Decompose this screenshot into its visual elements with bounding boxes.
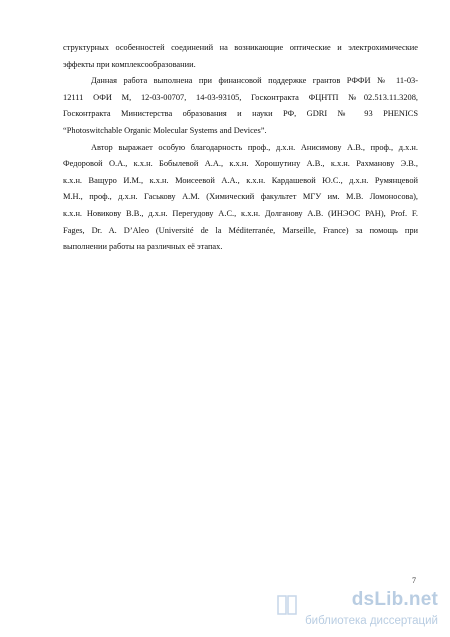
- text-line: Госконтракта Министерства образования и науки РФ, GDRI № 93 PHENICS: [63, 109, 418, 119]
- paragraph-first-line: Данная работа выполнена при финансовой поддержке грантов РФФИ № 11-03-: [91, 76, 418, 86]
- text-line: Федоровой О.А., к.х.н. Бобылевой А.А., к.х.н. Хорошутину А.В., к.х.н. Рахманову Э.В.,: [63, 159, 418, 169]
- watermark-subtitle: библиотека диссертаций: [305, 615, 438, 627]
- text-line: “Photoswitchable Organic Molecular Systems and Devices”.: [63, 125, 267, 135]
- text-line: 12111 ОФИ М, 12-03-00707, 14-03-93105, Госконтракта ФЦНТП №02.513.11.3208,: [63, 92, 418, 102]
- watermark-logo: dsLib.net: [351, 589, 438, 610]
- book-icon: [276, 593, 298, 617]
- watermark: [270, 589, 438, 627]
- text-line: структурных особенностей соединений на возникающие оптические и электрохимические: [63, 43, 418, 52]
- text-line: выполнении работы на различных её этапах.: [63, 242, 223, 252]
- text-line: к.х.н. Новикову В.В., д.х.н. Перегудову А.С., к.х.н. Долганову А.В. (ИНЭОС РАН), Prof. F.: [63, 208, 418, 218]
- text-line: к.х.н. Ващуро И.М., к.х.н. Моисеевой А.А., к.х.н. Кардашевой Ю.С., д.х.н. Румянцевой: [63, 175, 418, 185]
- text-line: эффекты при комплексообразовании.: [63, 59, 196, 69]
- text-line: М.Н., проф., д.х.н. Гаськову А.М. (Химический факультет МГУ им. М.В. Ломоносова),: [63, 192, 418, 202]
- document-body: [63, 40, 418, 256]
- text-line: Fages, Dr. A. D’Aleo (Université de la Méditerranée, Marseille, France) за помощь при: [63, 225, 418, 235]
- paragraph-first-line: Автор выражает особую благодарность проф., д.х.н. Анисимову А.В., проф., д.х.н.: [91, 142, 418, 152]
- page-number: 7: [412, 576, 416, 585]
